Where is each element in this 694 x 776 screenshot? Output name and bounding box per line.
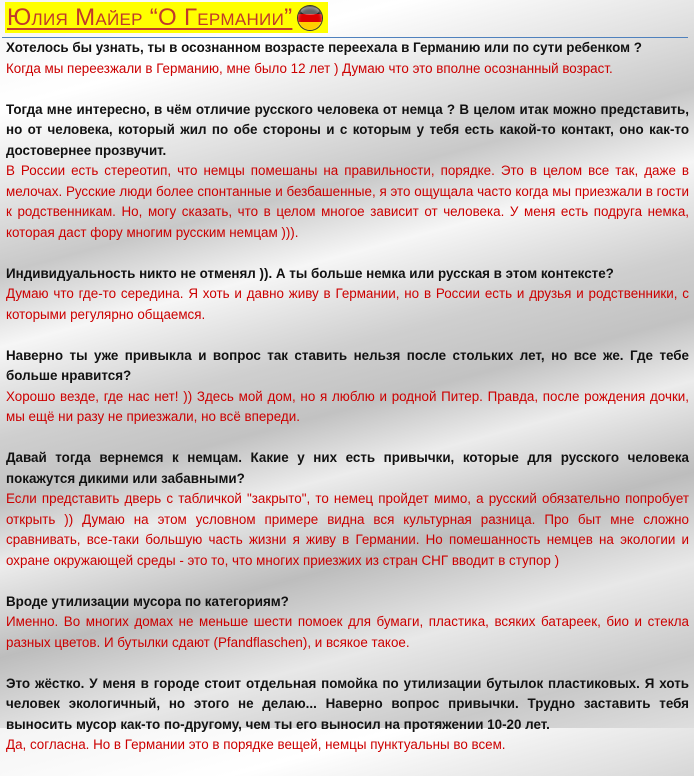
qa-block — [6, 346, 689, 428]
answer-text: Хорошо везде, где нас нет! )) Здесь мой дом, но я люблю и родной Питер. Правда, после рождения дочки, мы ещё ни разу не приезжали, но всё впереди. — [6, 388, 689, 424]
qa-block — [6, 448, 689, 571]
question-text: Индивидуальность никто не отменял )). А ты больше немка или русская в этом контексте? — [6, 265, 614, 281]
page-title: Юлия Майер “О Германии” — [7, 3, 293, 31]
answer-text: Думаю что где-то середина. Я хоть и давно живу в Германии, но в России есть и друзья и родственники, с которыми регулярно общаемся. — [6, 286, 689, 322]
answer-text: Да, согласна. Но в Германии это в порядке вещей, немцы пунктуальны во всем. — [6, 737, 506, 752]
interview-body — [6, 38, 689, 776]
answer-text: Когда мы переезжали в Германию, мне было 12 лет ) Думаю что это вполне осознанный возраст. — [6, 60, 613, 76]
qa-block — [6, 592, 689, 654]
question-text: Тогда мне интересно, в чём отличие русского человека от немца ? В целом итак можно представить, но от человека, который жил по обе стороны и с которым у тебя есть какой-то контакт, оно как-то достовернее прозвучит. — [6, 101, 689, 158]
qa-block — [6, 38, 689, 79]
qa-block — [6, 264, 689, 326]
question-text: Хотелось бы узнать, ты в осознанном возрасте переехала в Германию или по сути ребенком ? — [6, 40, 642, 55]
question-text: Наверно ты уже привыкла и вопрос так ставить нельзя после стольких лет, но все же. Где тебе больше нравится? — [6, 347, 689, 383]
title-banner — [5, 2, 328, 33]
answer-text: Именно. Во многих домах не меньше шести помоек для бумаги, пластика, всяких батареек, био и стекла разных цветов. И бутылки сдают (Pfandflaschen), и всякое такое. — [6, 614, 689, 650]
question-text: Вроде утилизации мусора по категориям? — [6, 593, 289, 609]
germany-flag-icon — [298, 6, 322, 30]
question-text: Давай тогда вернемся к немцам. Какие у них есть привычки, которые для русского человека покажутся дикими или забавными? — [6, 450, 689, 486]
qa-block — [6, 100, 689, 244]
answer-text: В России есть стереотип, что немцы помешаны на правильности, порядке. Это в целом все так, даже в мелочах. Русские люди более спонтанные и безбашенные, я это ощущала часто когда мы приезжали в гости к родственникам. Но, могу сказать, что в целом многое зависит от человека. У меня есть подруга немка, которая даст фору многим русским немцам ))). — [6, 163, 689, 240]
question-text: Это жёстко. У меня в городе стоит отдельная помойка по утилизации бутылок пластиковых. Я хоть человек экологичный, но этого не делаю... Наверно вопрос привычки. Трудно заставить тебя выносить мусор как-то по-другому, чем ты его выносил на протяжении 10-20 лет. — [6, 675, 689, 732]
answer-text: Если представить дверь с табличкой "закрыто", то немец пройдет мимо, а русский обязательно попробует открыть )) Думаю на этом условном примере видна вся культурная разница. Про быт мне сложно сравнивать, все-таки большую часть жизни я живу в Германии. Но помешанность немцев на экологии и охране окружающей среды - это то, что многих приезжих из стран СНГ вводит в ступор ) — [6, 491, 689, 568]
qa-block — [6, 674, 689, 756]
